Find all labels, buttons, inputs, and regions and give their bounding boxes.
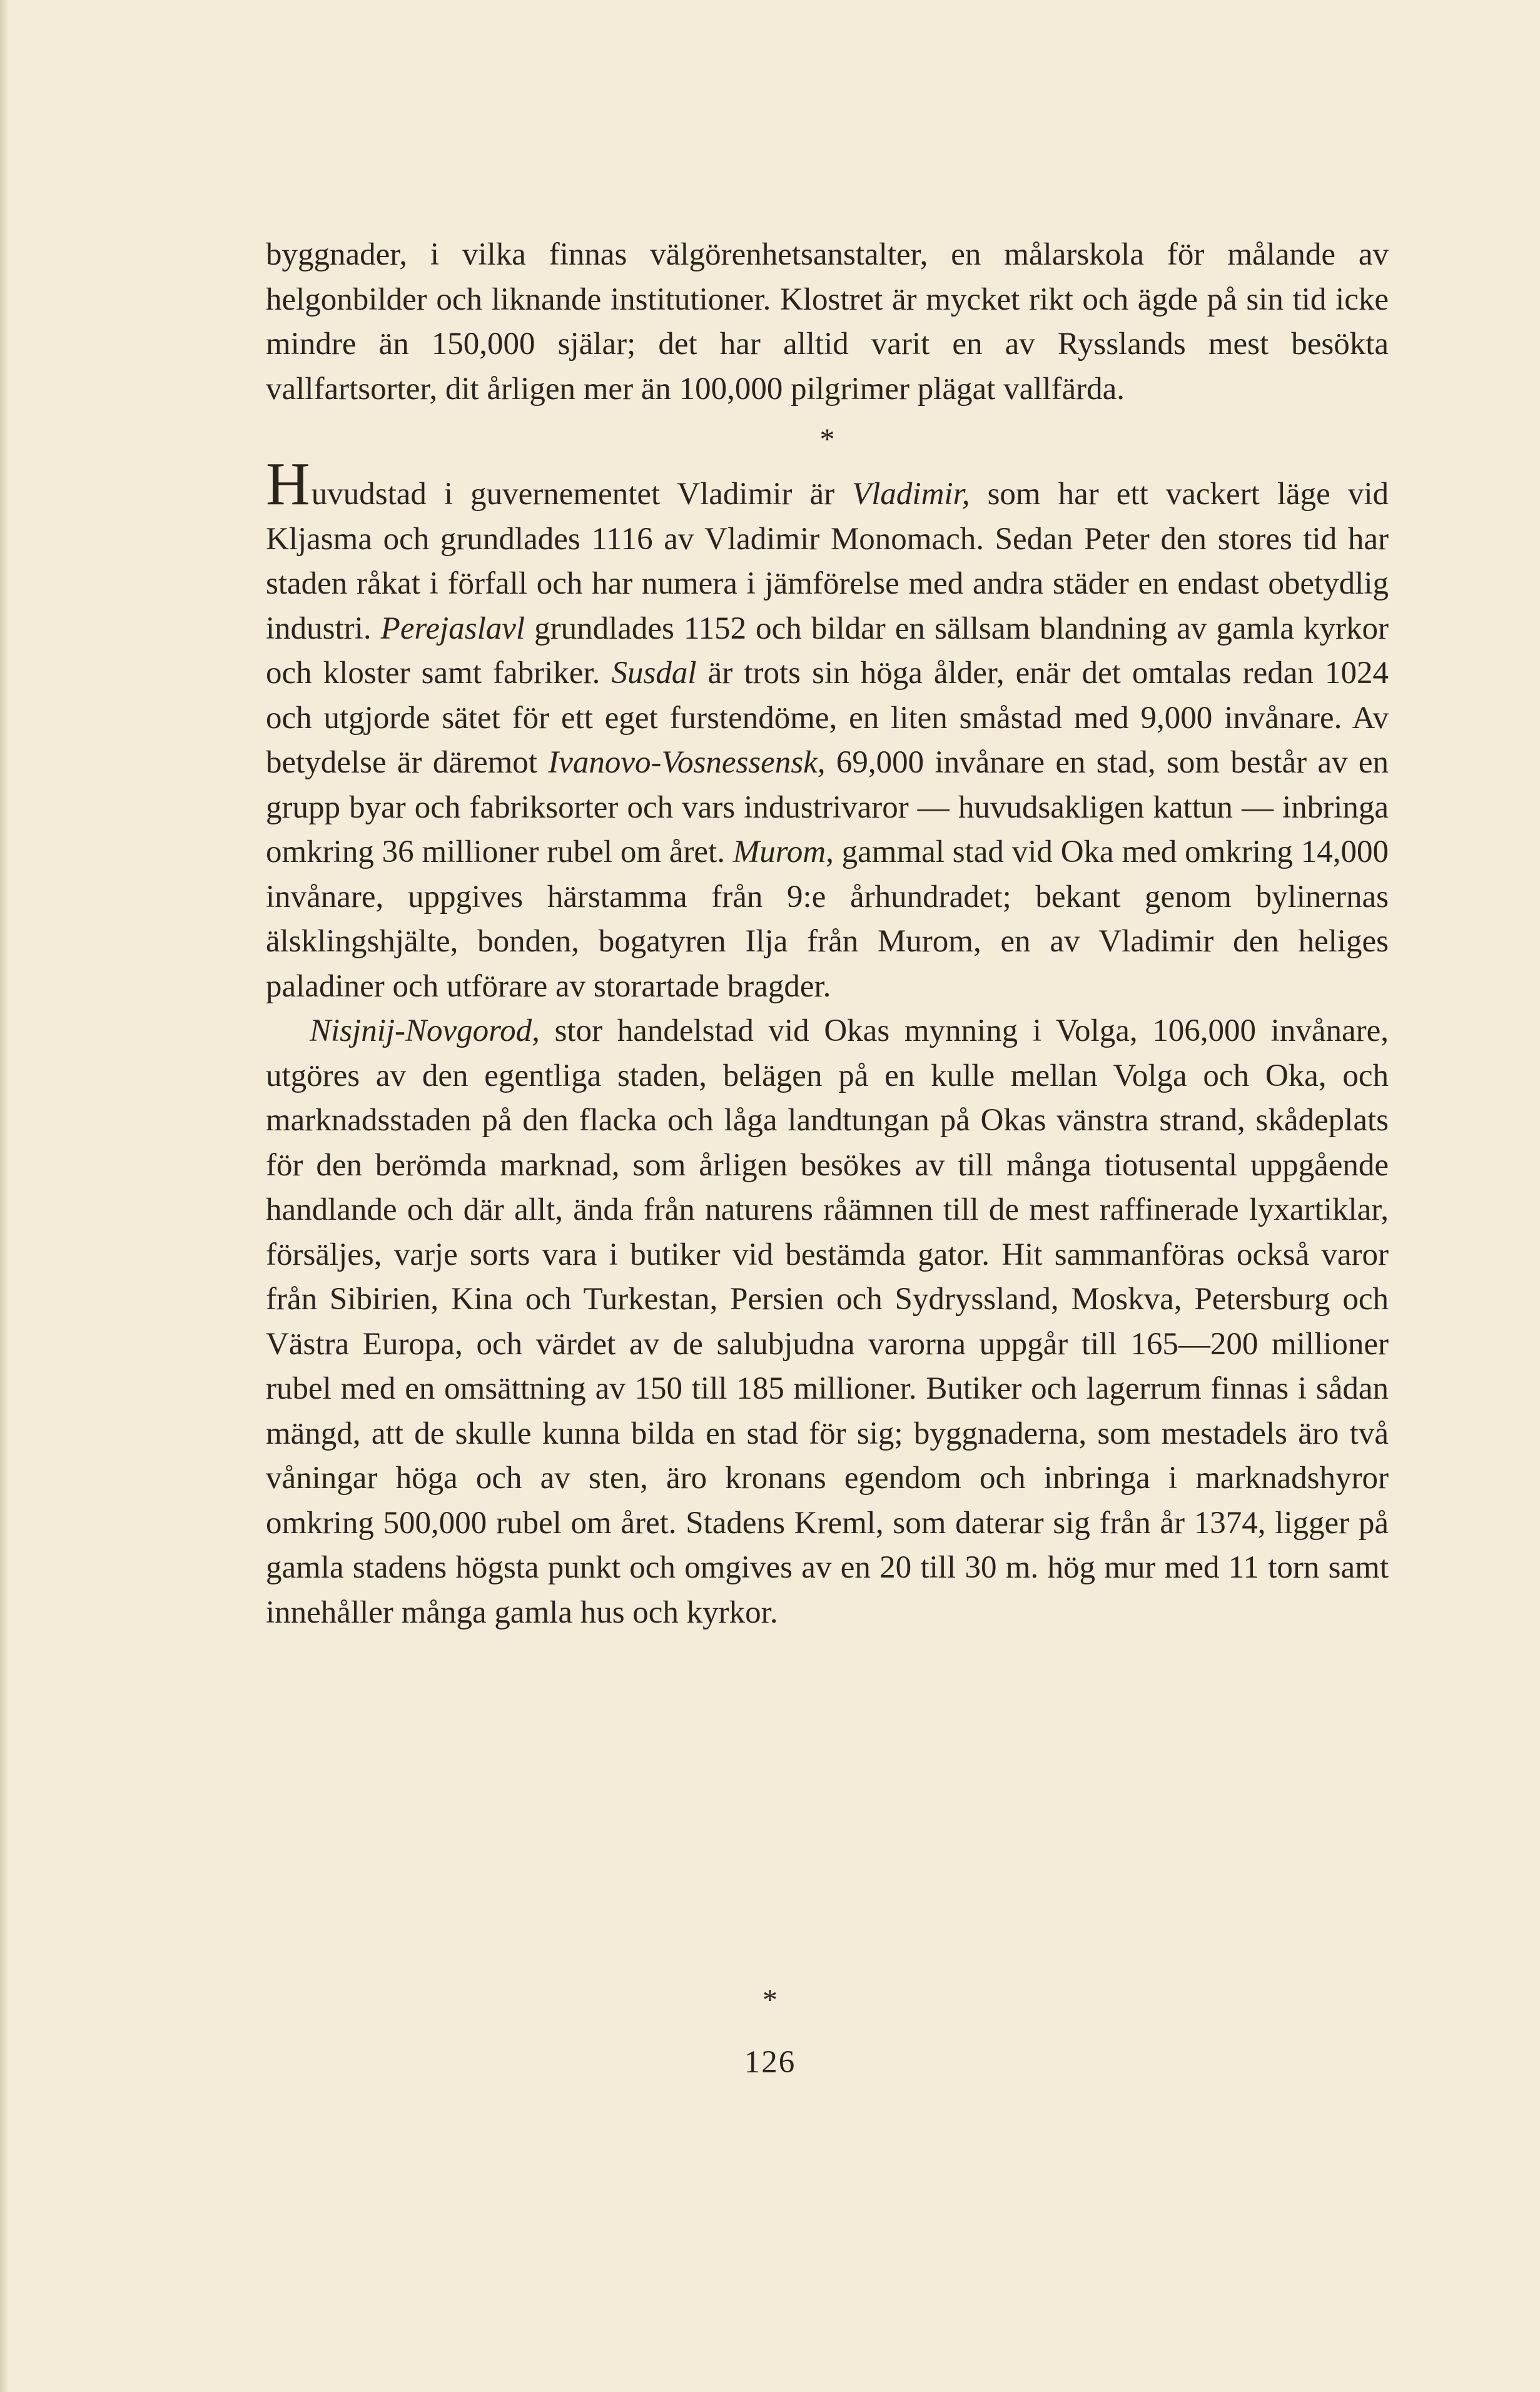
place-name-perejaslavl: Perejaslavl — [380, 611, 525, 646]
text-column — [266, 233, 1389, 1635]
paragraph-nisjnij-novgorod — [266, 1009, 1389, 1635]
section-separator: * — [819, 423, 835, 456]
paragraph-vladimir-government — [266, 450, 1389, 1009]
page-number: 126 — [744, 2045, 796, 2080]
text-run: uvudstad i guvernementet Vladimir är — [311, 477, 853, 512]
text-run: grundlades 1152 och bildar en sällsam blandning av gamla kyrkor och kloster samt fabriker. — [266, 611, 1389, 691]
text-run: är trots sin höga ålder, enär det omtalas redan 1024 och utgjorde sätet för ett eget furstendöme, en liten småstad med 9,000 invånare. Av betydelse är däremot — [266, 656, 1389, 780]
section-separator-bottom: * — [762, 1984, 778, 2017]
drop-cap: H — [266, 450, 312, 518]
place-name-murom: Murom, — [732, 834, 834, 869]
text-run: stor handelstad vid Okas mynning i Volga, 106,000 invånare, utgöres av den egentliga staden, belägen på en kulle mellan Volga och Oka, och marknadsstaden på den flacka och låga landtungan på Okas vänstra strand, skådeplats för den berömda marknad, som årligen besökes av till många tiotusental uppgående handlande och där allt, ända från naturens råämnen till de mest raffinerade lyxartiklar, försäljes, varje sorts vara i butiker vid bestämda gator. Hit sammanföras också varor från Sibirien, Kina och Turkestan, Persien och Sydryssland, Moskva, Petersburg och Västra Europa, och värdet av de salubjudna varorna uppgår till 165—200 millioner rubel med en omsättning av 150 till 185 millioner. Butiker och lagerrum finnas i sådan mängd, att de skulle kunna bilda en stad för sig; byggnaderna, som mestadels äro två våningar höga och av sten, äro kronans egendom och inbringa i marknadshyror omkring 500,000 rubel om året. Stadens Kreml, som daterar sig från år 1374, ligger på gamla stadens högsta punkt och omgives av en 20 till 30 m. hög mur med 11 torn samt innehåller många gamla hus och kyrkor. — [266, 1013, 1389, 1630]
text-run: gammal stad vid Oka med omkring 14,000 invånare, uppgives härstamma från 9:e århundradet; bekant genom bylinernas älsklingshjälte, bonden, bogatyren Ilja från Murom, en av Vladimir den heliges paladiner och utförare av storartade bragder. — [266, 834, 1389, 1004]
place-name-vladimir: Vladimir, — [852, 477, 970, 512]
text-run: som har ett vackert läge vid Kljasma och grundlades 1116 av Vladimir Monomach. Sedan Peter den stores tid har staden råkat i förfall och har numera i jämförelse med andra städer en endast obetydlig industri. — [266, 477, 1389, 646]
spacer — [266, 455, 1389, 465]
place-name-susdal: Susdal — [611, 656, 697, 691]
place-name-ivanovo-vosnessensk: Ivanovo-Vosnessensk, — [548, 745, 826, 780]
text-run: 69,000 invånare en stad, som består av en grupp byar och fabriksorter och vars industrivaror — huvudsakligen kattun — inbringa omkring 36 millioner rubel om året. — [266, 745, 1389, 869]
place-name-nisjnij-novgorod: Nisjnij-Novgorod, — [310, 1013, 540, 1048]
page-edge-shadow — [0, 0, 9, 2392]
paragraph-monastery: byggnader, i vilka finnas välgörenhetsanstalter, en målarskola för målande av helgonbilder och liknande institutioner. Klostret är mycket rikt och ägde på sin tid icke mindre än 150,000 själar; det har alltid varit en av Rysslands mest besökta vallfartsorter, dit årligen mer än 100,000 pilgrimer plägat vallfärda. — [266, 237, 1389, 407]
